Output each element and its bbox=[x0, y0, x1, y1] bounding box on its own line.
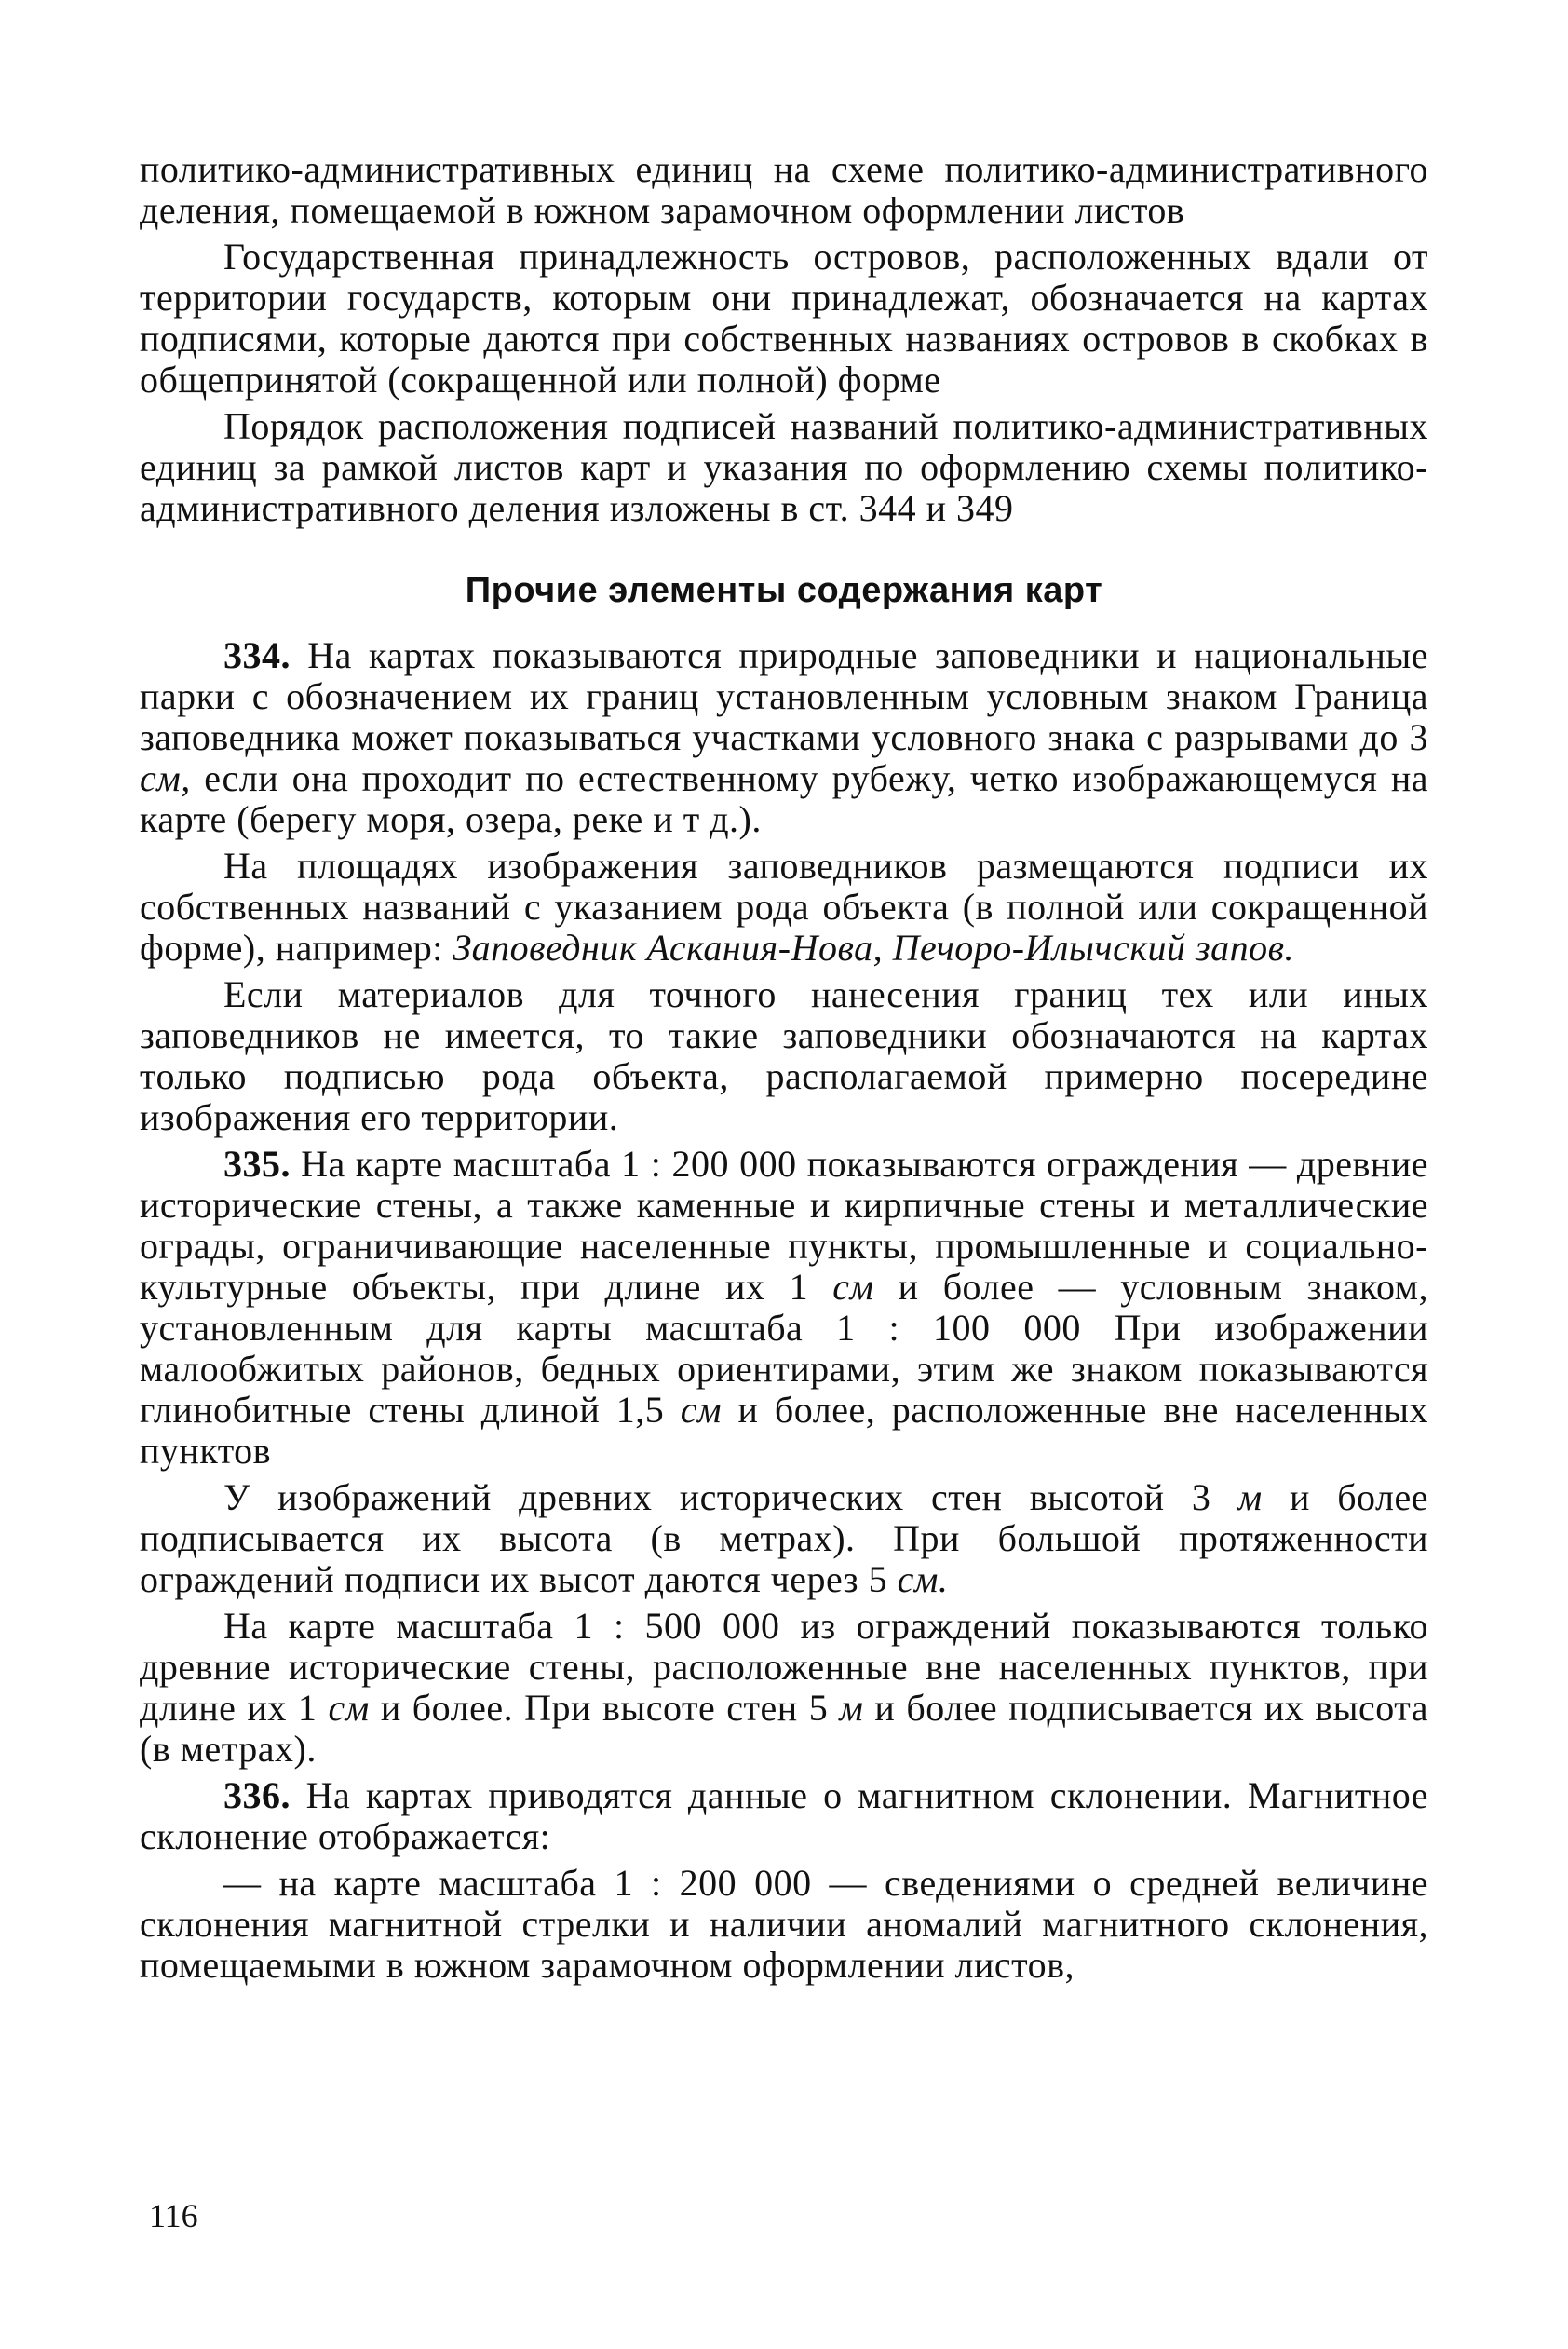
paragraph-continued: политико-административных единиц на схеме политико-административного деления, помещаемой в южном зарамочном оформлении листов bbox=[140, 148, 1428, 231]
article-number-334: 334. bbox=[223, 634, 291, 676]
text-run: На площадях изображения заповедников размещаются подписи их собственных названий с указанием рода объекта (в полной или сокращенной форме), например: bbox=[140, 845, 1428, 969]
paragraph-335-wall-heights bbox=[140, 1477, 1428, 1600]
text-run: если она проходит по естественному рубежу, четко изображающемуся на карте (берегу моря, озера, реке и т д.). bbox=[140, 757, 1428, 840]
text-run: и более, расположенные вне населенных пунктов bbox=[140, 1389, 1428, 1472]
paragraph-336-scale-200000: — на карте масштаба 1 : 200 000 — сведениями о средней величине склонения магнитной стрелки и наличии аномалий магнитного склонения, помещаемыми в южном зарамочном оформлении листов, bbox=[140, 1862, 1428, 1986]
unit-italic: см. bbox=[897, 1558, 949, 1600]
paragraph-334-reserve-labels bbox=[140, 846, 1428, 969]
paragraph-334-no-boundaries: Если материалов для точного нанесения границ тех или иных заповедников не имеется, то такие заповедники обозначаются на картах только подписью рода объекта, располагаемой примерно посередине изображения его территории. bbox=[140, 973, 1428, 1138]
body-text bbox=[140, 149, 1428, 1986]
paragraph-336-magnetic bbox=[140, 1775, 1428, 1857]
text-run: и более подписывается их высота (в метрах). При большой протяженности ограждений подписи их высот даются через 5 bbox=[140, 1476, 1428, 1600]
text-run: На карте масштаба 1 : 500 000 из ограждений показываются только древние исторические стены, расположенные вне населенных пунктов, при длине их 1 bbox=[140, 1605, 1428, 1729]
paragraph-335-fences bbox=[140, 1144, 1428, 1472]
text-run: и более подписывается их высота (в метрах). bbox=[140, 1687, 1429, 1770]
unit-italic: см bbox=[680, 1389, 723, 1431]
unit-italic: м bbox=[839, 1687, 864, 1729]
unit-italic: см, bbox=[140, 757, 191, 799]
section-heading: Прочие элементы содержания карт bbox=[465, 571, 1103, 610]
text-run: У изображений древних исторических стен высотой 3 bbox=[223, 1476, 1238, 1518]
text-run: На картах приводятся данные о магнитном склонении. Магнитное склонение отображается: bbox=[140, 1774, 1428, 1857]
article-number-336: 336. bbox=[223, 1774, 291, 1816]
article-number-335: 335. bbox=[223, 1143, 291, 1185]
text-run: и более. При высоте стен 5 bbox=[369, 1687, 840, 1729]
unit-italic: м bbox=[1237, 1476, 1263, 1518]
unit-italic: см bbox=[832, 1266, 874, 1308]
text-run: и более — условным знаком, установленным для карты масштаба 1 : 100 000 При изображении малообжитых районов, бедных ориентирами, этим же знаком показываются глинобитные стены длиной 1,5 bbox=[140, 1266, 1428, 1431]
example-italic: Заповедник Аскания-Нова, Печоро-Илычский запов. bbox=[453, 927, 1295, 969]
unit-italic: см bbox=[328, 1687, 370, 1729]
paragraph-335-scale-500000 bbox=[140, 1606, 1428, 1770]
paragraph-334-reserves bbox=[140, 635, 1428, 840]
page-number: 116 bbox=[149, 2197, 198, 2234]
paragraph-islands-ownership: Государственная принадлежность островов, расположенных вдали от территории государств, которым они принадлежат, обозначается на картах подписями, которые даются при собственных названиях островов в скобках в общепринятой (сокращенной или полной) форме bbox=[140, 236, 1428, 401]
paragraph-label-order: Порядок расположения подписей названий политико-административных единиц за рамкой листов карт и указания по оформлению схемы политико-административного деления изложены в ст. 344 и 349 bbox=[140, 405, 1428, 529]
text-run: На карте масштаба 1 : 200 000 показываются ограждения — древние исторические стены, а также каменные и кирпичные стены и металлические ограды, ограничивающие населенные пункты, промышленные и социально-культурные объекты, при длине их 1 bbox=[140, 1143, 1428, 1308]
text-run: На картах показываются природные заповедники и национальные парки с обозначением их границ установленным условным знаком Граница заповедника может показываться участками условного знака с разрывами до 3 bbox=[140, 634, 1428, 758]
